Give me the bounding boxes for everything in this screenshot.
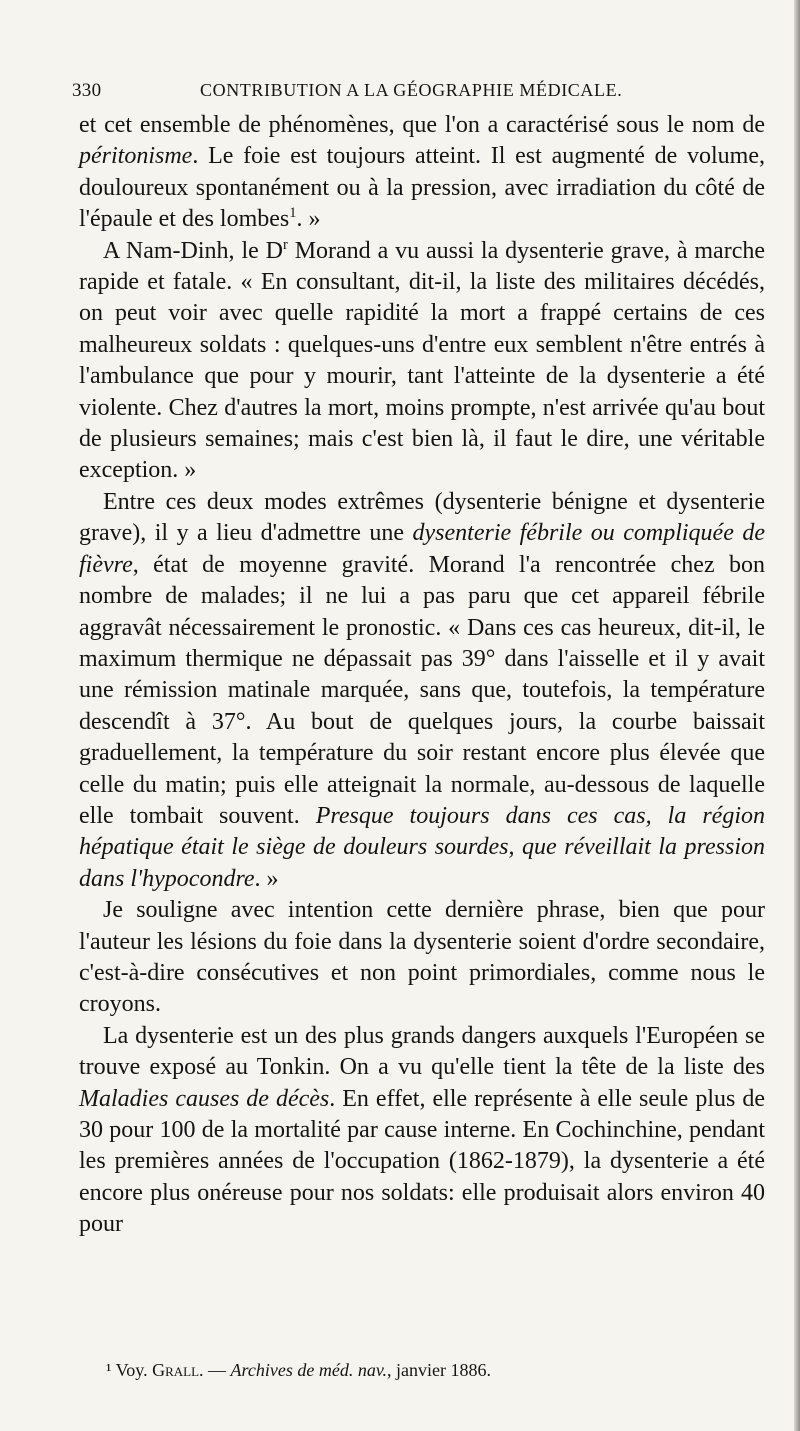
running-head xyxy=(72,80,772,106)
footnote-journal: Archives de méd. nav. xyxy=(230,1360,387,1380)
footnote-author: Grall xyxy=(152,1360,200,1380)
emphasis-region-hepatique: Presque toujours dans ces cas, la région hépatique était le siège de douleurs sourdes, que réveillait la pression dans l'hypocondre xyxy=(79,802,766,892)
paragraph-1: et cet ensemble de phénomènes, que l'on a caractérisé sous le nom de péritonisme. Le foie est toujours atteint. Il est augmenté de volume, douloureux spontanément ou à la pression, avec irradiation du côté de l'épaule et des lombes$^1$. » xyxy=(79,112,765,233)
emphasis-dysenterie-febrile: dysenterie fébrile ou compliquée de fièvre xyxy=(79,520,765,578)
page-number: 330 xyxy=(72,80,102,101)
page-edge xyxy=(794,0,800,1431)
body-text xyxy=(79,110,765,1241)
paragraph-3: Entre ces deux modes extrêmes (dysenterie bénigne et dysenterie grave), il y a lieu d'admettre une dysenterie fébrile ou compliquée de fièvre, état de moyenne gravité. Morand l'a rencontrée chez bon nombre de malades; il ne lui a pas paru que cet appareil fébrile aggravât nécessairement le pronostic. « Dans ces cas heureux, dit-il, le maximum thermique ne dépassait pas 39° dans l'aisselle et il y avait une rémission matinale marquée, sans que, toutefois, la température descendît à 37°. Au bout de quelques jours, la courbe baissait graduellement, la température du soir restant encore plus élevée que celle du matin; puis elle atteignait la normale, au-dessous de laquelle elle tombait souvent. Presque toujours dans ces cas, la région hépatique était le siège de douleurs sourdes, que réveillait la pression dans l'hypocondre. » xyxy=(79,488,766,892)
running-title: CONTRIBUTION A LA GÉOGRAPHIE MÉDICALE. xyxy=(200,80,623,100)
footnote: ¹ Voy. Grall. — Archives de méd. nav., janvier 1886. xyxy=(106,1360,491,1380)
paragraph-2: A Nam-Dinh, le $D^r$ Morand a vu aussi la dysenterie grave, à marche rapide et fatale. « En consultant, dit-il, la liste des militaires décédés, on peut voir avec quelle rapidité la mort a frappé certains de ces malheureux soldats : quelques-uns d'entre eux semblent n'être entrés à l'ambulance que pour y mourir, tant l'atteinte de la dysenterie a été violente. Chez d'autres la mort, moins prompte, n'est arrivée qu'au bout de plusieurs semaines; mais c'est bien là, il faut le dire, une véritable exception. » xyxy=(79,236,765,484)
footnote-ref: 1 xyxy=(289,205,297,222)
paragraph-4: Je souligne avec intention cette dernière phrase, bien que pour l'auteur les lésions du foie dans la dysenterie soient d'ordre secondaire, c'est-à-dire consécutives et non point primordiales, comme nous le croyons. xyxy=(79,897,765,1018)
emphasis-peritonisme: péritonisme xyxy=(79,143,193,170)
paragraph-5: La dysenterie est un des plus grands dangers auxquels l'Européen se trouve exposé au Tonkin. On a vu qu'elle tient la tête de la liste des Maladies causes de décès. En effet, elle représente à elle seule plus de 30 pour 100 de la mortalité par cause interne. En Cochinchine, pendant les premières années de l'occupation (1862-1879), la dysenterie a été encore plus onéreuse pour nos soldats: elle produisait alors environ 40 pour xyxy=(79,1022,765,1238)
emphasis-maladies-causes: Maladies causes de décès xyxy=(79,1085,330,1112)
footnote-marker: ¹ xyxy=(106,1360,112,1380)
